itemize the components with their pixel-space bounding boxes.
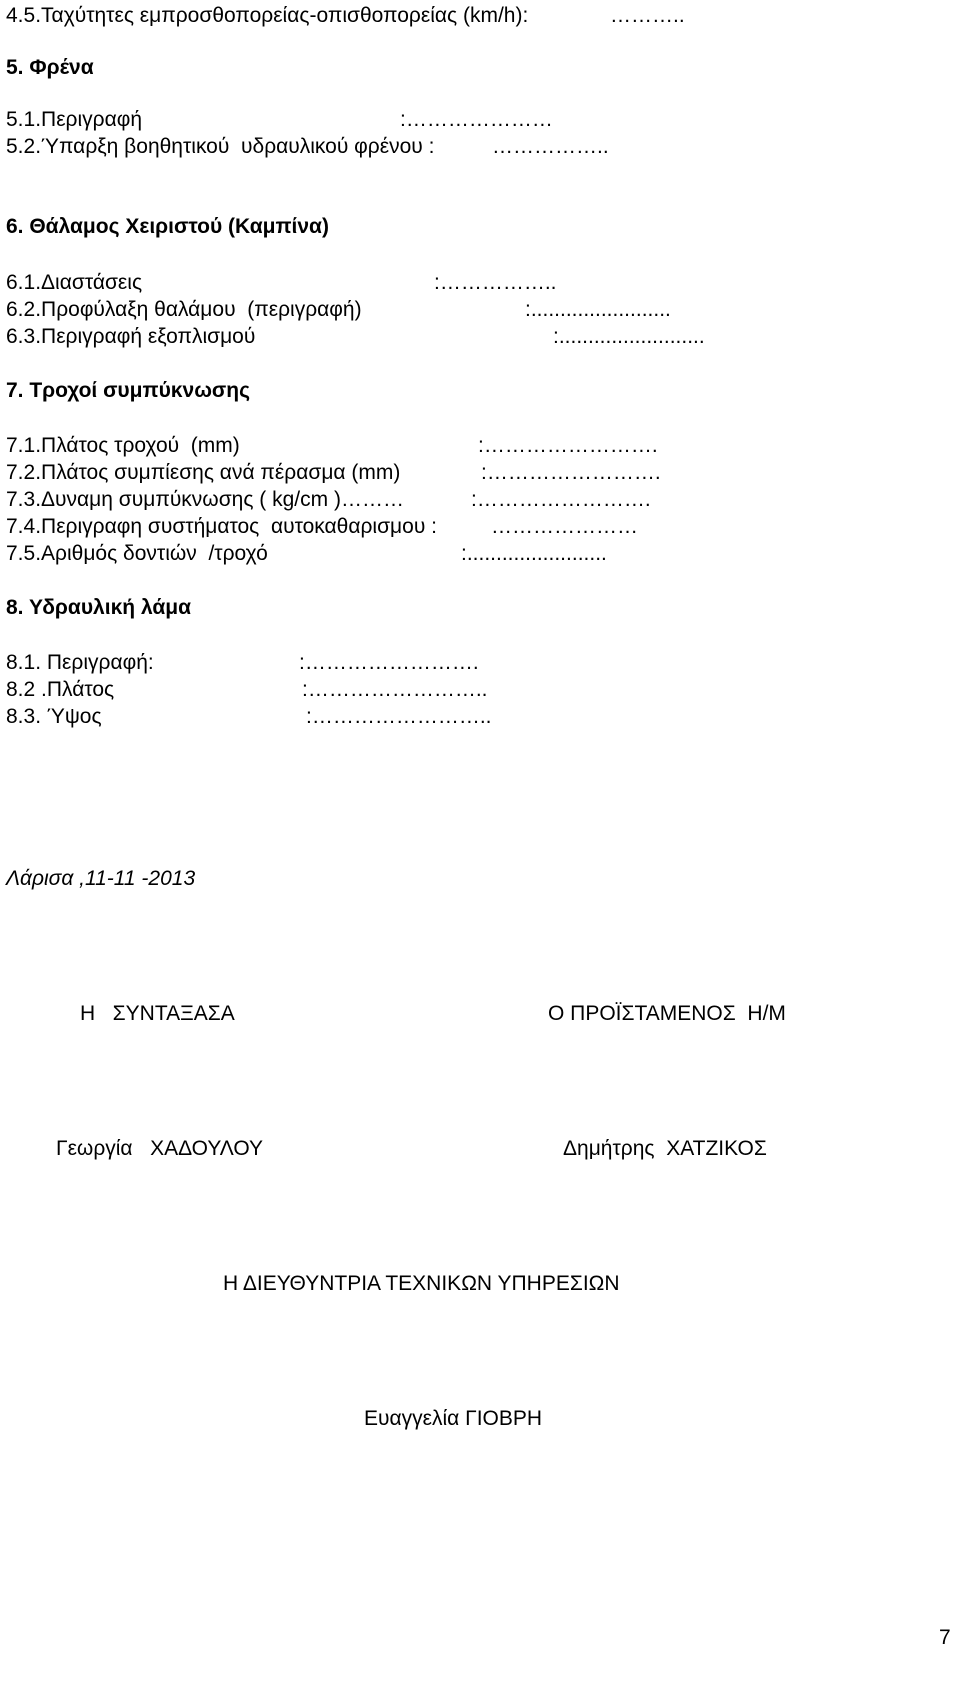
item-7-3-value: :…………………….: [471, 488, 651, 511]
signature-director-role: Η ΔΙΕΥΘΥΝΤΡΙΑ ΤΕΧΝΙΚΩΝ ΥΠΗΡΕΣΙΩΝ: [223, 1272, 620, 1295]
signature-left-role: Η ΣΥΝΤΑΞΑΣΑ: [80, 1002, 235, 1025]
item-8-3-value: :……………………..: [306, 705, 492, 728]
item-8-1-label: 8.1. Περιγραφή:: [6, 651, 154, 674]
item-7-5-value: :........................: [461, 542, 607, 565]
item-6-1-label: 6.1.Διαστάσεις: [6, 271, 143, 294]
item-6-2-label: 6.2.Προφύλαξη θαλάμου (περιγραφή): [6, 298, 362, 321]
item-5-1-label: 5.1.Περιγραφή: [6, 108, 143, 131]
item-6-1-value: :……………..: [434, 271, 557, 294]
item-6-2-value: :........................: [525, 298, 671, 321]
item-7-4-value: …………………: [491, 515, 638, 538]
item-7-1-label: 7.1.Πλάτος τροχού (mm): [6, 434, 240, 457]
item-6-3-label: 6.3.Περιγραφή εξοπλισμού: [6, 325, 256, 348]
item-8-2-label: 8.2 .Πλάτος: [6, 678, 115, 701]
item-7-3-label: 7.3.Δυναμη συμπύκνωσης ( kg/cm )………: [6, 488, 404, 511]
item-7-2-value: :…………………….: [481, 461, 661, 484]
item-8-2-value: :……………………..: [302, 678, 488, 701]
item-7-2-label: 7.2.Πλάτος συμπίεσης ανά πέρασμα (mm): [6, 461, 401, 484]
section-5-heading: 5. Φρένα: [6, 56, 94, 79]
item-5-2-label: 5.2.Ύπαρξη βοηθητικού υδραυλικού φρένου :: [6, 135, 435, 158]
item-7-5-label: 7.5.Αριθμός δοντιών /τροχό: [6, 542, 268, 565]
item-7-1-value: :…………………….: [478, 434, 658, 457]
item-5-2-value: ……………..: [492, 135, 609, 158]
section-6-heading: 6. Θάλαμος Χειριστού (Καμπίνα): [6, 215, 329, 238]
signature-right-name: Δημήτρης ΧΑΤΖΙΚΟΣ: [563, 1137, 767, 1160]
signature-right-role: Ο ΠΡΟΪΣΤΑΜΕΝΟΣ Η/Μ: [548, 1002, 786, 1025]
item-6-3-value: :.........................: [553, 325, 705, 348]
item-8-3-label: 8.3. Ύψος: [6, 705, 102, 728]
signature-director-name: Ευαγγελία ΓΙΟΒΡΗ: [364, 1407, 543, 1430]
signature-left-name: Γεωργία ΧΑΔΟΥΛΟΥ: [56, 1137, 264, 1160]
place-date: Λάρισα ,11-11 -2013: [6, 867, 196, 890]
item-7-4-label: 7.4.Περιγραφη συστήματος αυτοκαθαρισμου :: [6, 515, 437, 538]
item-8-1-value: :…………………….: [299, 651, 479, 674]
item-5-1-value: :…………………: [400, 108, 553, 131]
item-4-5-label: 4.5.Ταχύτητες εμπροσθοπορείας-οπισθοπορείας (km/h):: [6, 4, 529, 27]
item-4-5-value: ………..: [610, 4, 685, 27]
section-8-heading: 8. Υδραυλική λάμα: [6, 596, 192, 619]
section-7-heading: 7. Τροχοί συμπύκνωσης: [6, 379, 251, 402]
page-number: 7: [939, 1626, 951, 1649]
